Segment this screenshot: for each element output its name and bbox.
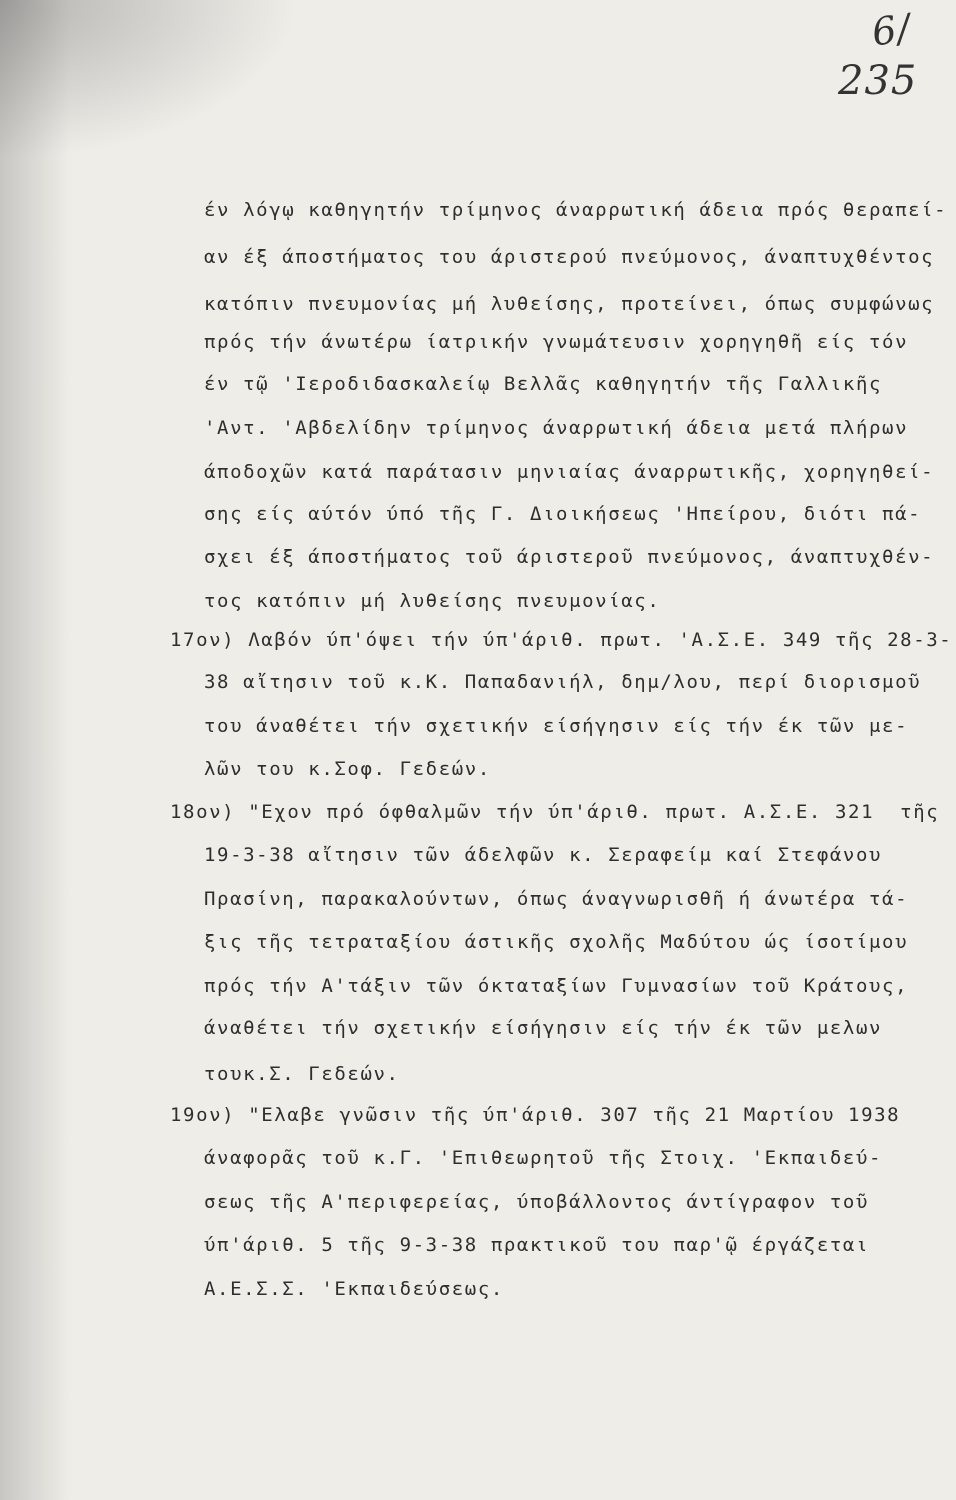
text-line: τουκ.Σ. Γεδεών. xyxy=(204,1063,400,1085)
handwritten-folio-mark: 6/ xyxy=(869,5,914,55)
handwritten-page-number: 235 xyxy=(838,58,918,104)
text-line: σχει έξ άποστήματος τοῦ άριστεροῦ πνεύμονος, άναπτυχθέν- xyxy=(204,546,935,568)
text-line: Πρασίνη, παρακαλούντων, όπως άναγνωρισθῆ ή άνωτέρα τά- xyxy=(204,888,909,910)
text-line: 18ον) "Εχον πρό όφθαλμῶν τήν ύπ'άριθ. πρωτ. Α.Σ.Ε. 321 τῆς xyxy=(170,801,940,823)
scan-corner-shadow xyxy=(0,0,300,160)
text-line: κατόπιν πνευμονίας μή λυθείσης, προτείνει, όπως συμφώνως xyxy=(204,293,935,315)
text-line: αν έξ άποστήματος του άριστερού πνεύμονος, άναπτυχθέντος xyxy=(204,246,935,268)
text-line: άναθέτει τήν σχετικήν είσήγησιν είς τήν έκ τῶν μελων xyxy=(204,1017,883,1039)
text-line: τος κατόπιν μή λυθείσης πνευμονίας. xyxy=(204,590,661,612)
text-line: 19ον) "Ελαβε γνῶσιν τῆς ύπ'άριθ. 307 τῆς 21 Μαρτίου 1938 xyxy=(170,1104,901,1126)
text-line: πρός τήν Α'τάξιν τῶν όκταταξίων Γυμνασίων τοῦ Κράτους, xyxy=(204,975,909,997)
text-line: Α.Ε.Σ.Σ. 'Εκπαιδεύσεως. xyxy=(204,1278,504,1300)
text-line: του άναθέτει τήν σχετικήν είσήγησιν είς τήν έκ τῶν με- xyxy=(204,715,909,737)
text-line: σης είς αύτόν ύπό τῆς Γ. Διοικήσεως 'Ηπείρου, διότι πά- xyxy=(204,503,922,525)
text-line: 'Αντ. 'Αβδελίδην τρίμηνος άναρρωτική άδεια μετά πλήρων xyxy=(204,417,909,439)
text-line: ύπ'άριθ. 5 τῆς 9-3-38 πρακτικοῦ του παρ'ῷ έργάζεται xyxy=(204,1234,869,1256)
text-line: 19-3-38 αἴτησιν τῶν άδελφῶν κ. Σεραφείμ καί Στεφάνου xyxy=(204,844,883,866)
text-line: άναφορᾶς τοῦ κ.Γ. 'Επιθεωρητοῦ τῆς Στοιχ. 'Εκπαιδεύ- xyxy=(204,1147,883,1169)
text-line: 17ον) Λαβόν ύπ'όψει τήν ύπ'άριθ. πρωτ. 'Α.Σ.Ε. 349 τῆς 28-3- xyxy=(170,629,953,651)
text-line: σεως τῆς Α'περιφερείας, ύποβάλλοντος άντίγραφον τοῦ xyxy=(204,1191,869,1213)
text-line: λῶν του κ.Σοφ. Γεδεών. xyxy=(204,758,491,780)
text-line: πρός τήν άνωτέρω ίατρικήν γνωμάτευσιν χορηγηθῆ είς τόν xyxy=(204,331,909,353)
scan-edge-shadow xyxy=(0,0,70,1500)
text-line: έν τῷ 'Ιεροδιδασκαλείῳ Βελλᾶς καθηγητήν τῆς Γαλλικῆς xyxy=(204,373,883,395)
text-line: άποδοχῶν κατά παράτασιν μηνιαίας άναρρωτικῆς, χορηγηθεί- xyxy=(204,461,935,483)
text-line: 38 αἴτησιν τοῦ κ.Κ. Παπαδανιήλ, δημ/λου, περί διορισμοῦ xyxy=(204,671,922,693)
text-line: ξις τῆς τετραταξίου άστικῆς σχολῆς Μαδύτου ώς ίσοτίμου xyxy=(204,931,909,953)
text-line: έν λόγῳ καθηγητήν τρίμηνος άναρρωτική άδεια πρός θεραπεί- xyxy=(204,199,948,221)
